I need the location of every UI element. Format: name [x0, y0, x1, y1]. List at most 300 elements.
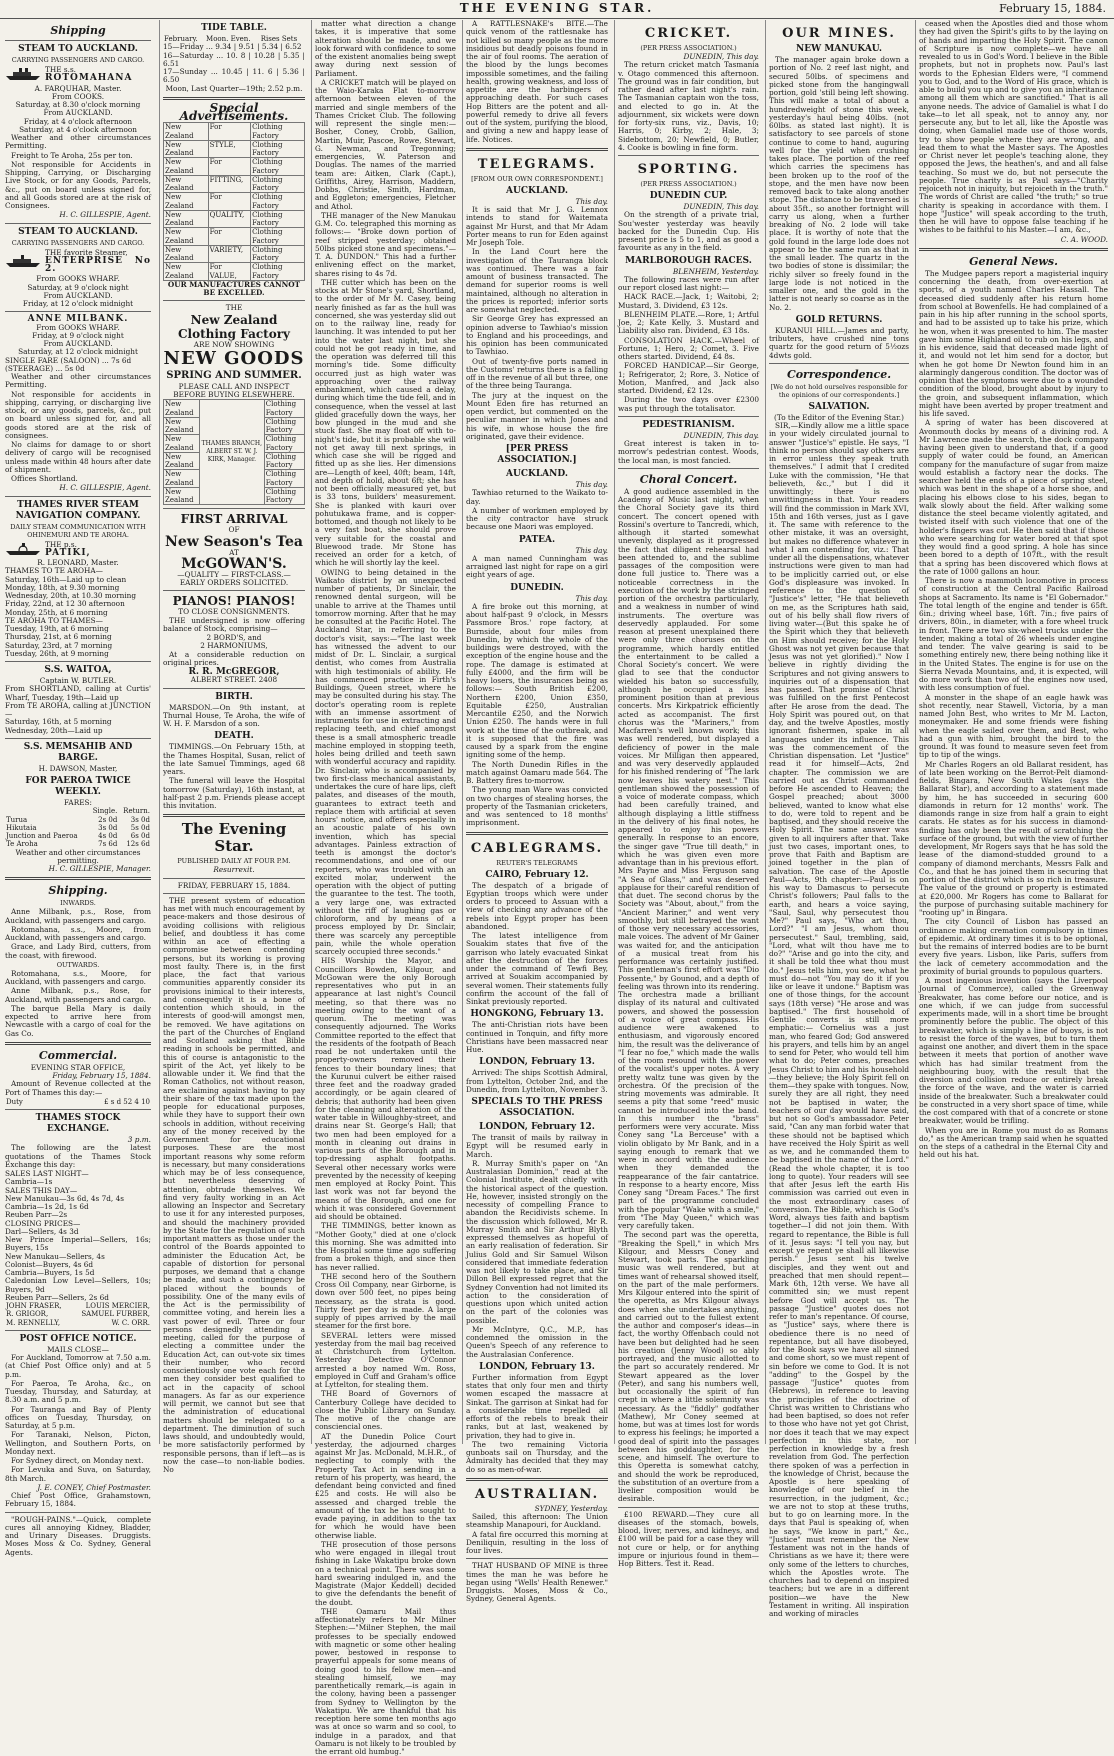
fares-row — [5, 832, 151, 840]
schedule-line: Monday, 25th, at 6 morning — [5, 607, 108, 617]
special-ads-heading: Special Advertisements. — [179, 100, 289, 123]
exchange-row: SALES THIS DAY— — [5, 1185, 78, 1195]
clothing-left: New Zealand — [164, 435, 200, 453]
ad5-lines — [5, 685, 151, 735]
schedule-line: Tuesday, 26th, at 9 morning — [5, 648, 109, 658]
pianos-text: THE undersigned is now offering balance of Stock, comprising— — [163, 615, 305, 633]
schedule-line: From SHORTLAND, calling at Curtis' Wharf, Tuesday, 19th—Laid up — [5, 684, 151, 702]
ad1-heading: STEAM TO AUCKLAND. — [18, 44, 138, 54]
broker-row — [5, 1302, 151, 1310]
schedule-line: Saturday, at 8.30 o'clock morning — [15, 100, 141, 109]
mail-line: For Paeroa, Te Aroha, &c., on Tuesday, Thursday, and Saturday, at 8.30 a.m. and 5 p.m. — [5, 1378, 151, 1405]
news-paragraph: THE prosecution of those persons who were engaged in illegal trout fishing in Lake Wakatipu broke down on a technical point. There was some hard swearing indulged in, and the Magistrate (Major Keddell) decided to give the defendants the benefit of the doubt. — [315, 1539, 456, 1607]
schedule-line: Saturday, 23rd, at 7 morning — [5, 640, 113, 650]
masthead-date: February 15, 1884. — [999, 2, 1106, 15]
clothing-right: Clothing Factory — [251, 193, 305, 211]
clothing-left: New Zealand — [164, 228, 209, 246]
pianos-addr — [163, 676, 305, 684]
general-news-body — [919, 270, 1108, 1160]
clothing-left: New Zealand — [164, 400, 200, 418]
column-4 — [462, 19, 611, 1604]
inwards-heading: INWARDS. — [60, 899, 96, 908]
ad1-ship-name: ROTOMAHANA — [45, 73, 133, 84]
exchange-row: Cambria—1s 2d, 1s 6d — [5, 1202, 89, 1211]
fare-line: (STEERAGE) ... 5s 0d — [5, 363, 85, 373]
broker-name: LOUIS MERCIER, — [85, 1302, 150, 1310]
fares-header-cell — [5, 807, 88, 815]
sporting-sub: (PER PRESS ASSOCIATION.) — [640, 180, 737, 188]
race-result: BLENHEIM PLATE.—Rore, 1; Artful Joe, 2; Kate Kelly, 3. Mustard and Liability also ran. Dividend, £3 18s. — [618, 309, 759, 336]
clothing-ad-1 — [163, 122, 305, 281]
ad1-notes — [5, 134, 151, 210]
tide-heading: TIDE TABLE. — [201, 23, 267, 33]
fares-cell: Te Aroha — [6, 840, 38, 849]
news-paragraph: The city Council of Lisbon has passed an ordinance making cremation compulsory in times of epidemic. At ordinary times it is to be optional, but the remains of interred bodies are to be burnt every five years. Lisbon, like Paris, suffers from the lack of cemetery accommodation and the proximity of burial grounds to populous quarters. — [919, 917, 1108, 976]
nzcf-title: New Zealand Clothing Factory — [177, 312, 291, 341]
ad1-sub: CARRYING PASSENGERS AND CARGO. — [11, 56, 145, 64]
mail-line: For Levuka and Suva, on Saturday, 8th March. — [5, 1465, 151, 1483]
column-2 — [159, 20, 308, 1474]
sporting-heading: SPORTING. — [637, 162, 740, 177]
dispatch-place: [PER PRESS ASSOCIATION.] — [497, 444, 577, 465]
schedule-line: Thursday, 21st, at 6 morning — [5, 632, 112, 642]
ad6-master: H. DAWSON, Master, — [38, 763, 118, 773]
letter-paragraph: ceased when the Apostles died and those whom they had given the Spirit's gifts to by the laying on of hands and imparting the Holy Spirit. The canon of Scripture is now complete—we have all revealed to us in God's Word. I believe in the Bible prophets, but not in prophets now. Paul's last words to the Ephesian Elders were, "I commend you to God, and to the Word of His grace, which is able to build you up and to give you an inheritance among all them which are sanctified." That is all anyone needs. The advice of Gamaliel is what I do take—to let all speak, not to annoy any, nor persecute any, but to let all, like the Apostle was doing, when Gamaliel made use of those words, try to show people where they are wrong, and lead them to what the Master says. The Apostles or Christ never let people's teaching alone, they opposed the Jews, the heathen's, and and all false teaching. So must we do, but not persecute the people. True charity is as Paul says—"Charity rejoiceth not in iniquity, but rejoiceth in the truth." The words of Christ are called "the truth;" so true charity is speaking in accordance with them. I hope "Justice" will speak according to the truth, then he will have to oppose false teaching if he wishes to be faithful to his Master.—I am, &c., — [919, 19, 1108, 235]
clothing-foot: OUR MANUFACTURES CANNOT BE EXCELLED. — [167, 279, 301, 297]
notice-line: Offices Shortland. — [11, 474, 78, 483]
ad5-ship-name: S.S. WAITOA, — [44, 665, 112, 675]
ad6-sub: FOR PAEROA TWICE WEEKLY. — [25, 776, 131, 797]
ad1-agent: H. C. GILLESPIE, Agent. — [59, 210, 151, 220]
shipping-item: Rotomahana, s.s., Moore, for Auckland, with passengers and cargo. — [5, 968, 151, 986]
tea-at: AT — [229, 547, 239, 557]
outwards-heading: OUTWARDS. — [56, 960, 100, 969]
dispatch-place: AUCKLAND. — [506, 469, 568, 479]
masthead-title: THE EVENING STAR. — [459, 1, 655, 15]
paper-motto: Resurrexit. — [213, 865, 255, 875]
clothing-right: Clothing Factory — [251, 228, 305, 246]
clothing-left: New Zealand — [164, 210, 209, 228]
schedule-line: From COOKS. — [51, 91, 105, 101]
shipping-heading: Shipping — [50, 24, 106, 37]
ad2-pre: THE favorite Steamer, — [45, 247, 128, 257]
clothing-right: Clothing Factory — [251, 263, 305, 281]
schedule-line: Tuesday, 19th, at 6 morning — [5, 624, 109, 633]
choral-body — [618, 488, 759, 1504]
paper-title: The Evening Star. — [181, 820, 287, 856]
telegrams-sub: [FROM OUR OWN CORRESPONDENT.] — [471, 174, 603, 183]
news-paragraph: When you are in Rome you must do as Romans do," as the American tramp said when he squatted on the steps of a cathedral in the Eternal City and held out his hat. — [919, 1125, 1108, 1160]
exchange-row: Colonist—Buyers, 4s 6d — [5, 1259, 94, 1269]
schedule-line: From GOOKS WHARF. — [36, 274, 120, 284]
ad4-sub: DAILY STEAM COMMUNICATION WITH OHINEMURI AND TE AROHA. — [10, 522, 146, 539]
clothing-left: New Zealand — [164, 487, 200, 505]
exchange-row: Cambria—Buyers, 1s 5d — [5, 1268, 95, 1277]
postoffice-sig2: Chief Post Office, Grahamstown, February 15, 1884. — [5, 1491, 151, 1509]
mines-heading: OUR MINES. — [782, 26, 896, 41]
race-result: FORCED HANDICAP.—Sir George, 1; Refrigerator, 2; Rore, 3. Notice of Motion, Manfred, and Jack also started. Dividend, £2 12s. — [618, 361, 759, 395]
clothing-left: New Zealand — [164, 140, 209, 158]
fares-header-row — [5, 807, 151, 815]
notice-line: Freight to Te Aroha, 25s per ton. — [11, 150, 133, 160]
dispatch-place: LONDON, February 12. — [479, 1122, 595, 1132]
gold-heading: GOLD RETURNS. — [795, 314, 883, 325]
race-result: CONSOLATION HACK.—Wheel of Fortune, 1; Hero, 2; Comet, 3. Five others started. Dividend, £4 8s. — [618, 335, 759, 361]
tide-row: 17—Sunday ... 10.45 | 11. 6 | 5.36 | 6.50 — [163, 67, 305, 85]
sporting-place: DUNEDIN, This day. — [683, 202, 759, 211]
correspondence-heading: Correspondence. — [786, 367, 892, 381]
dispatch-place: SPECIALS TO THE PRESS ASSOCIATION. — [471, 1097, 603, 1118]
clothing-right: Clothing Factory — [251, 140, 305, 158]
clothing-right: Clothing Factory — [251, 158, 305, 176]
dispatch-day: This day. — [575, 545, 608, 555]
postoffice-sub: MAILS CLOSE— — [47, 1344, 109, 1354]
dispatch-paragraph: The despatch of a brigade of Egyptian troops which were under orders to proceed to Assuan with a view of checking any advance of the rebels into Egypt proper has been abandoned. — [466, 880, 608, 931]
dispatch-paragraph: It is said that Mr J. G. Lennox intends to stand for Waitemata against Mr Hurst, and that Mr Adam Porter means to run for Eden against Mr Joseph Tole. — [466, 205, 608, 247]
broker-row — [5, 1310, 151, 1318]
australian-place: SYDNEY, Yesterday. — [534, 1503, 608, 1513]
clothing-right: Clothing Factory — [251, 245, 305, 263]
telegrams-heading: TELEGRAMS. — [477, 156, 597, 172]
fares-cell: 5s 0d — [130, 823, 150, 832]
dispatch-day: This day. — [575, 593, 608, 603]
letter-paragraph: SIR,—Kindly allow me a little space in your widely circulated journal to answer "Justice's" epistle. He says, "I think no person should say others are in error unless they speak truth themselves." I admit that I credited Luke with the commission, "He that believeth, &c.," but I did it unwittingly; there is no unwittingness in that. Your readers will find the commission in Mark XVI, 15th and 16th verses, just as I gave it. The same with reference to the other mistake, it was an oversight, but makes no difference whatever in what I am contending for, viz.: That under all the dispensations, whatever instructions were given to man had to be implicitly carried out, or else God's displeasure was invoked. In reference to the question of "Justice's" letter, "He that believeth on me, as the Scriptures hath said, out of his belly shall flow rivers of living water—(But this spake he of the Spirit which they that believeth on Him should receive; for the Holy Ghost was not yet given because that Jesus was not yet glorified)." Now I believe in rightly dividing the Scriptures and not giving answers to inquiries out of a dispensation that has passed. That promise of Christ was fulfilled on the first Pentecost after He arose from the dead. The Holy Spirit was poured out, on that day, and the twelve Apostles, mostly ignorant fishermen, spake in all languages under its influence. This was the commencement of the Christian dispensation. Let "Justice" read it for himself—Acts, 2nd chapter. The commission we are carried out as Christ commanded before He ascended to Heaven; the Gospel preached; about 3000 believed, wanted to know what else to do, were told to repent and be baptised, and they should receive the Holy Spirit. The same answer was given to all inquirers after that. Take just two cases, important ones, to prove that Faith and Baptism are joined together in the plan of salvation. The case of the Apostle Paul—Acts, 9th chapter:—Paul is on his way to Damascus to persecute Christ's followers; Paul falls to the earth, and hears a voice saying, "Saul, Saul, why persecutest thou Me?" Paul says, "Who art thou, Lord?" "I am Jesus, whom thou persecutest." Saul, trembling, said, "Lord, what wilt thou have me to do?" "Arise and go into the city, and it shall be told thee what thou must do." Jesus tells him, you see, what he must do—not "You may do it if you like or leave it undone." Baptism was one of those things, for the account says (18th verse) "He arose and was baptised." The first household of Gentile converts is still more emphatic:— Cornelius was a just man, who feared God; God answered his prayers, and tells him by an angel to send for Peter, who would tell him what to do; Peter comes, preaches Jesus Christ to him and his household—they believe; the Holy Spirit fell on them—they spake with tongues. Now, surely they are all right, they need not be baptised in water, the teachers of our day would have said, but not so God's ambassador. Peter said, "Can any man forbid water that these should not be baptised which have received the Holy Spirit as well as we, and he commanded them to be baptised in the name of the Lord." (Read the whole chapter, it is too long to quote). Your readers will see that after Jesus left the earth His commission was carried out even in the most extraordinary cases of conversion. The Bible, which is God's Word, always ties faith and baptism together—I did not join them. With regard to repentance, the Bible is full of it. Jesus says: "I tell you nay, but except ye repent ye shall all likewise perish." Jesus sent his twelve disciples, and they went out and preached that men should repent—Mark 6th, 12th verse. We have all committed sin; we must repent before God will accept us. The passage "Justice" quotes does not refer to man's repentance. Of course, as "Justice" says, where there is obedience there is no need of repentance, but all have disobeyed, for the Book says we have all sinned and come short, so we must repent of sin before we come to God. It is not "adding" to the Gospel by the passage "Justice" quotes from (Hebrews), in reference to leaving the principles of the doctrine of Christ was written to Christians who had been baptised, so does not refer to those who have not yet got Christ, nor does it teach that we may expect perfection in this state, nor perfection in knowledge by a fresh revelation from God. The perfection there spoken of was a perfection in the knowledge of Christ, because the Apostle is here speaking of knowledge of our belief in the resurrection, in the judgment, &c.; we are not to stop at these truths, but to go on learning more. In the days that Paul is speaking of, when he says, "We know in part," &c., "Justice" must remember the New Testament was not in the hands of Christians as we have it; there were only some of the letters to churches, which the Apostles wrote. The churches had to depend on inspired teachers; but we are in a different position—we have the New Testament in writing. All inspiration and working of miracles — [769, 421, 909, 1618]
nzcf-invite: PLEASE CALL AND INSPECT BEFORE BUYING ELSEWHERE. — [173, 381, 295, 399]
news-paragraph: Mr Charles Rogers an old Ballarat resident, has of late been working on the Berrot-Pelt diamond-fields, Bingara, New South Wales (says the Ballarat Star), and according to a statement made by him, he has succeeded in securing 600 diamonds in return for 12 months' work. The diamonds range in size from half a grain to eight carats. He states as for his success in diamond-finding has only been the result of scratching the surface of the ground, but with the view of further development, Mr Rogers says that he has sold the lease of the diamond-studded ground to a company of diamond merchants, Messrs Falk and Co., and that he has joined them in securing that portion of the district which is so rich in treasure. The value of the ground or property is estimated at £20,000. Mr Rogers has come to Ballarat for the purpose of purchasing suitable machinery for "rooting up" in Bingara. — [919, 759, 1108, 917]
clothing-row — [164, 263, 305, 281]
clothing-right: Clothing Factory — [264, 452, 304, 470]
paper-sub: PUBLISHED DAILY AT FOUR P.M. — [177, 857, 291, 866]
dispatch-paragraph: A fatal fire occurred this morning at Deniliquin, resulting in the loss of four lives. — [466, 1529, 608, 1555]
dispatch-paragraph: The latest intelligence from Souakim states that five of the garrison who lately evacuated Sinkat after the destruction of the forces under the command of Tewfi Bey, arrived at Souakim accompanied by several women. Their statements fully confirm the account of the fall of Sinkat previously reported. — [466, 931, 608, 1006]
ad3-fares — [5, 357, 151, 374]
clothing-left: New Zealand — [164, 245, 209, 263]
masthead — [0, 0, 1114, 19]
australian-heading: AUSTRALIAN. — [474, 1486, 600, 1502]
clothing-row — [164, 245, 305, 263]
nzcf-the: THE — [225, 303, 243, 313]
dispatch-day: This day. — [575, 480, 608, 489]
shipping-item: Grace, and Lady Bird, cutters, from the coast, with firewood. — [5, 942, 151, 960]
commercial-heading: Commercial. — [38, 1048, 118, 1062]
column-5 — [614, 20, 762, 1568]
dispatch-place: DUNEDIN. — [510, 582, 564, 593]
schedule-line: Friday, at 4 o'clock afternoon — [23, 116, 133, 126]
salvation-to: (To the Editor of the Evening Star.) — [774, 412, 904, 422]
exchange-row: Caledonian Low Level—Sellers, 10s; Buyers, 9d — [5, 1276, 151, 1294]
shipping-item: Anne Milbank, p.s., Rose, for Auckland, with passengers and cargo. — [5, 986, 151, 1004]
news-paragraph: matter what direction a change takes, it is imperative that some alteration should be made, and we look forward with confidence to some of the existent anomalies being swept away during next session of Parliament. — [315, 19, 456, 78]
ad2-heading: STEAM TO AUCKLAND. — [18, 226, 138, 237]
pianos-heading: PIANOS! PIANOS! — [172, 594, 296, 609]
rattlesnake-ad: A RATTLESNAKE's BITE.—The quick venom of the rattlesnake has not killed so many people as the more insidious but deadly poisons found in the air of foul rooms. The aeration of the blood by the lungs becomes impossible sometimes, and the failing health, growing weakness, and loss of appetite are the harbingers of approaching death. For such cases Hop Bitters are the potent and all-powerful remedy to drive all fevers out of the system, purifying the blood, and giving a new and happy lease of life. Notices. — [466, 19, 608, 144]
ad4-ship — [5, 541, 151, 558]
dispatch-place: CAIRO, February 12. — [485, 869, 589, 880]
exchange-row: New Manukau—3s 6d, 4s 7d, 4s — [5, 1193, 124, 1203]
ad2-sub: CARRYING PASSENGERS AND CARGO. — [11, 238, 145, 247]
clothing-left: New Zealand — [164, 193, 209, 211]
clothing-right: Clothing Factory — [264, 487, 304, 505]
ad3-ship-name: ANNE MILBANK. — [27, 314, 129, 325]
cablegrams-body — [466, 870, 608, 1474]
postoffice-lines — [5, 1354, 151, 1483]
exchange-row: CLOSING PRICES— — [5, 1218, 81, 1228]
schedule-line: From GOOKS WHARF. — [36, 322, 120, 332]
races-heading: MARLBOROUGH RACES. — [625, 255, 752, 266]
exchange-row: Reuben Parr—Sellers, 2s 6d — [5, 1292, 109, 1302]
clothing-left: New Zealand — [164, 263, 209, 281]
broker-name: W. C. ORR. — [111, 1318, 150, 1327]
correspondence-note: [We do not hold ourselves responsible for the opinions of our correspondents.] — [770, 382, 908, 399]
schedule-line: THAMES TO TE AROHA— — [5, 566, 103, 576]
news-paragraph: There is now a mammoth locomotive in process of construction at the Central Pacific Railroad shops at Sacramento. Its name is "El Gobernador." The total length of the engine and tender is 65ft. 6in.; driving wheel base, 16ft. 7in.; five pairs of drivers, 80in., in diameter, with a fore wheel truck in front. There are two six-wheel trucks under the tender, making a total of 26 wheels under engine and tender. The valve gearing is said to be something entirely new, there being nothing like it in the United States. The engine is for use on the Sierra Nevada Mountains, and, it is expected, will do more work than two of the engines now used, with less consumption of fuel. — [919, 576, 1108, 693]
exchange-heading: THAMES STOCK EXCHANGE. — [35, 1113, 121, 1134]
dispatch-paragraph: The North Dunedin Rifles in the match against Oamaru made 564. The B. Battery fires to-morrow. — [466, 759, 608, 785]
news-paragraph: THE cutter which has been on the stocks at Mr Stone's yard, Shortland, to the order of Mr M. Casey, being nearly finished as far as the hull was concerned, she was yesterday slid out on to the railway line, ready for launching. It was intended to put her into the water last night, but she could not be got ready in time, and the operation was deferred till this morning's tide. Some difficulty occurred just as high water was approaching over the railway embankment, which caused a delay, during which time the tide fell, and in consequence, when the vessel at last glided gracefully down the ways, her bow plunged in the mud and she stuck fast. She may float off with to-night's tide, but it is probable she will not get away till next springs, in which case she will be rigged and fitted up as she lies. Her dimensions are—Length of keel, 40ft; beam, 14ft, and depth of hold, about 6ft; she has not been officially measured yet, but is 33 tons, builders' measurement. She is planked with kauri over pohutukawa frame, and is copper-bottomed, and though not likely to be a very fast boat, she should prove very suitable for the coastal and Bluewood trade. Mr Stone has received an order for a ketch, of which he will shortly lay the keel. — [315, 277, 456, 568]
clothing-mid: For — [208, 228, 250, 246]
fares-cell: 7s 6d — [98, 840, 118, 849]
fares-row — [5, 824, 151, 832]
mail-line: For Auckland, Tomorrow at 7.50 a.m. (at Chief Post Office only) and at 5 p.m. — [5, 1353, 151, 1379]
broker-name: R. GRIGOR, — [6, 1310, 49, 1319]
clothing-left: New Zealand — [164, 417, 200, 435]
ad2-ship — [5, 249, 151, 274]
husband-ad: THAT HUSBAND OF MINE is three times the man he was before he began using "Wells' Health Renewer." Druggists. Moses, Moss & Co., Sydney, General Agents. — [466, 1561, 608, 1604]
schedule-line: Monday, 18th, at 9.30 morning — [5, 582, 120, 592]
fares-row — [5, 816, 151, 824]
ad3-notes — [5, 373, 151, 483]
notice-line: No claims for damage to or short delivery of cargo will be recognised unless made within 48 hours after date of shipment. — [5, 440, 151, 474]
cricket-place: DUNEDIN, This day. — [683, 52, 759, 61]
dispatch-paragraph: The two remaining Victoria gunboats sail on Thursday, and the Admiralty has decided that they may do so as men-of-war. — [466, 1439, 608, 1474]
broker-name: SAMUEL FURBER, — [81, 1310, 150, 1319]
exchange-row: Reuben Parr—2s — [5, 1210, 68, 1220]
cablegrams-sub: REUTER'S TELEGRAMS — [496, 858, 578, 867]
cricket-text: The return cricket match Tasmania v. Otago commenced this afternoon. The ground was in fair condition, but rather dead after last night's rain. The Tasmanian captain won the toss, and elected to go in. At the adjournment, six wickets were down for forty-six runs, viz., Davis, 10; Harris, 0; Kirby, 2; Hale, 3; Sidebottom, 20; Newfield, 0; Butler, 4. Cooke is bowling in fine form. — [618, 60, 759, 152]
clothing-row — [164, 123, 305, 141]
ad5-master: Captain W. BUTLER. — [39, 676, 117, 685]
column-3 — [311, 19, 459, 1756]
ad4-pre: THE p.s. — [45, 539, 77, 549]
column-7 — [915, 20, 1111, 1444]
fares-cell: 6s 0d — [130, 832, 150, 840]
clothing-row — [164, 210, 305, 228]
clothing-right: Clothing Factory — [264, 417, 304, 435]
pedestrianism-text: Great interest is taken in to-morrow's pedestrian contest. Woods, the local man, is most fancied. — [618, 439, 759, 465]
salvation-cont — [919, 20, 1108, 235]
death-text: TIMMINGS.—On February 15th, at the Thames Hospital, Susan, relict of the late Samuel Timmings, aged 68 years. — [163, 742, 305, 776]
notice-line: Not responsible for accidents in shipping, carrying, or discharging live stock, or any goods, parcels, &c., put on board unless signed for, and all goods stored are at the risk of consignees. — [5, 389, 151, 440]
ad1-master: A. FARQUHAR, Master. — [34, 83, 122, 93]
dispatch-place: LONDON, February 13. — [479, 1361, 595, 1372]
editorial — [163, 897, 305, 1475]
news-paragraph: THE second hero of the Southern Cross Oil Company, near Girborne, is down over 500 feet, no pipes being necessary, as the strata is good. Thirty feet per day is made. A large supply of pipes arrived by the mail steamer for the first bore. — [315, 1271, 456, 1331]
fares-cell: Hikutaia — [6, 823, 37, 832]
mail-line: For Sydney direct, on Monday next. — [11, 1456, 144, 1465]
clothing-right: Clothing Factory — [251, 210, 305, 228]
postoffice-heading: POST OFFICE NOTICE. — [19, 1333, 137, 1344]
fares-cell: 12s 6d — [126, 840, 150, 849]
schedule-line: Friday, at 9 o'clock night — [32, 330, 124, 340]
exchange-text: The following are the latest quotations of the Thames Stock Exchange this day: — [5, 1143, 151, 1169]
inwards-list — [5, 908, 151, 960]
news-paragraph: THE manager of the New Manukau G.M. Co. telegraphed this morning as follows:— "Broke down portion of reef stripped yesterday; obtained 50lbs picked stone and specimens."—T. A. DUNDON." This had a further enlivening effect on the market, shares rising to 4s 7d. — [315, 210, 456, 278]
tea-of: OF — [228, 525, 240, 535]
birth-heading: BIRTH. — [215, 691, 253, 702]
dispatch-paragraph: Arrived: The ships Scottish Admiral, from Lyttelton, October 2nd, and the Dunedin, from Lyttelton, November 3. — [466, 1068, 608, 1094]
clothing-right: Clothing Factory — [264, 470, 304, 488]
clothing-right: Clothing Factory — [251, 123, 305, 141]
fares-cell: 3s 0d — [98, 823, 118, 832]
duty-label: Duty — [6, 1097, 23, 1106]
nzcf-season: SPRING AND SUMMER. — [166, 369, 302, 381]
dispatch-paragraph: Further information from Egypt states that only four men and thirty women escaped the massacre at Sinkat. The garrison at Sinkat had for a considerable time repelled all efforts of the rebels to break their ranks, but at last, weakened by privation, they had to give in. — [466, 1372, 608, 1440]
fares-cell: 3s 0d — [130, 815, 150, 824]
concert-paragraph: The second part was the operetta, "Breaking the Spell," in which Mrs Kilgour, and Messrs Coney and Stewart, took parts. The sparkling music was well rendered, but at times want of rehearsal showed itself, on the part of the male performers. Mrs Kilgour entered into the spirit of the operetta, as Mrs Kilgour always does when she undertakes anything, and carried out to the fullest extent the author and composer's ideas—in fact, the worthy Offenbach could not have been but delighted had he seen his creation (Jenny Wood) so ably portrayed, and the music allotted to the part so accurately rendered. Mr Stewart appeared as the lover (Peter), and sang his numbers well, but occasionally the spirit of fun crept in where a little solemnity was necessary. As the "fiddly" godfather (Mathew), Mr Coney seemed at home, but was at times lost for words to express his feelings; he imported a good deal of spirit into the passages between his goddaughter, for the scene, and himself. The overture to this Operetta is somewhat catchy, and should the work be reproduced, the substitution of an overture from a livelier composition would be desirable. — [618, 1230, 759, 1504]
ad6-note: Weather and other circumstances permitting. — [15, 847, 141, 865]
schedule-line: From AUCKLAND. — [43, 339, 113, 348]
ad4-lines — [5, 567, 151, 658]
exchange-row: New Prince Imperial—Sellers, 16s; Buyers, 15s — [5, 1235, 151, 1253]
clothing-left: New Zealand — [164, 158, 209, 176]
ad6-heading: S.S. MEMSAHIB AND BARGE. — [23, 741, 133, 763]
tea-shop: McGOWAN'S. — [181, 555, 287, 572]
ad1-pre: THE s.s. — [45, 65, 77, 74]
schedule-line: Wednesday, 20th—Laid up — [5, 725, 103, 735]
races-place: BLENHEIM, Yesterday. — [672, 266, 759, 276]
shipping-news-heading: Shipping. — [48, 884, 108, 898]
steamship-icon — [5, 254, 41, 268]
pianos-ad-number: 2408 — [258, 675, 278, 685]
news-paragraph: A spring of water has been discovered at Avonmouth docks by means of a divining rod. A Mr Lawrence made the search, the dock company having been given to understand that, if a good supply of water could be found, an American company for the manufacture of sugar from maize would establish a factory near the docks. The searcher held the ends of a piece of spring steel, which was bent in the shape of a horse shoe, and placing his elbows close to his sides, began to walk slowly about the field. After walking some distance the steel became violently agitated, and twisted itself with such violence that one of the holder's fingers was cut. He then said that if those who were searching for water bored at that spot they would find a good spring. A hole has since been bored to a depth of 107ft., with the result that a spring has been discovered which flows at the rate of 1000 gallons an hour. — [919, 418, 1108, 576]
schedule-line: Friday, at 12 o'clock midnight — [22, 299, 134, 308]
dispatch-paragraph: Tawhiao returned to the Waikato to-day. — [466, 488, 608, 506]
dispatch-paragraph: A fire broke out this morning, at about half-past 9 o'clock, in Messrs Passmore Bros.' rope factory, at Burnside, about four miles from Dunedin, by which the whole of the buildings were destroyed, with the exception of the engine house and the rope. The damage is estimated at fully £4000, and the firm will be heavy losers, the insurances being as follows:— South British £200, Northern £200, Union £350, Equitable £250, Australian Mercantile £250, and the Norwich Union £250. The hands were in full work at the time of the outbreak, and it is supposed that the fire was caused by a spark from the engine igniting some of the hemp. — [466, 601, 608, 760]
news-paragraph: The Mudgee papers report a magisterial inquiry concerning the death, from over-exertion at sports, of a youth named Charles Hassall. The deceased died suddenly after his return home from school at Bowenfells. He had complained of a pain in his hip after running in the school sports, and had to be assisted up to take his prize, which he won, when it was presented to him. The master gave him some Highland oil to rub on his legs, and in his evidence, said that deceased made light of it, and would not let him send for a doctor, but when he got home Dr Newton found him in an alarmingly dangerous condition. The doctor was of opinion that the symptoms were due to a wounded condition of the blood, brought about by injury to the groin, and subsequent inflammation, which might have been averted by proper treatment and his life saved. — [919, 268, 1108, 418]
pianos-text2: At a considerable reduction on original prices. — [163, 649, 305, 667]
ad3-lines — [5, 324, 151, 357]
news-paragraph: OWING to being detained in the Waikato district by an unexpected number of patients, Dr Sinclair, the renowned dental surgeon, will be unable to arrive at the Thames until tomorrow morning. After that he may be consulted at the Pacific Hotel. The Auckland Star, in referring to the doctor's visit, says:—"The last week has witnessed the advent to our midst of Dr. L. Sinclair, a surgical dentist, who comes from Australia with high testimonials of ability. He has commenced practice in Firth's Buildings, Queen street, where he may be consulted during his stay. The doctor's operating room is replete with an immense assortment of instruments for use in extracting and replacing teeth, and chief amongst these is a small atmospheric treadle machine employed in stopping teeth, holes being drilled and teeth sawn with wonderful accuracy and rapidity. Dr. Sinclair, who is accompanied by two first-class mechanical assistants, undertakes the cure of hare lips, cleft palates, and diseases of the mouth, guarantees to extract teeth and replace them with artificial at seven hours' notice, and offers especially in an acoustic palate of his own invention, which has special advantages. Painless extraction of teeth is amongst the doctor's recommendations, and one of our reporters, who was troubled with an excited molar, underwent the operation with the object of putting the guarantee to the test. The tooth, a very large one, was extracted without the riff of laughing gas or chloroform, and by means of a process employed by Dr. Sinclair, there was scarcely any perceptible pain, while the whole operation scarcely occupied three seconds." — [315, 567, 456, 956]
commercial-date: Friday, February 15, 1884. — [52, 1071, 151, 1080]
clothing-mid: THAMES BRANCH, ALBERT ST. W. J. KIRK, Manager. — [199, 400, 264, 505]
clothing-row — [164, 193, 305, 211]
sporting-text: On the strength of a private trial, Sou'wester yesterday was heavily backed for the Dunedin Cup. His present price is 5 to 1, and as good a favourite as any in the field. — [618, 210, 759, 253]
tea-quality: —QUALITY — FIRST-CLASS.— — [177, 569, 291, 579]
clothing-left: New Zealand — [164, 470, 200, 488]
news-paragraph: A monster in the shape of an eagle hawk was shot recently, near Stawell, Victoria, by a man named John Best, who writes to Mr M. Lacton, moneymaker. He and some friends were fishing when the eagle sailed over them, and Best, who had a gun with him, brought the bird to the ground. It was found to measure seven feet from tip to tip of the wings. — [919, 692, 1108, 760]
mine-paragraph: The manager again broke down a portion of No. 2 reef last night, and secured 50lbs. of specimens and picked stone from the hangingwall portion, gold 'still being left showing. This will make a total of about a hundredweight of stone this week, yesterday's haul being 40lbs. (not 60lbs. as stated last night). It is satisfactory to see parcels of stone continue to come to hand, auguring well for the yield when crushing takes place. The portion of the reef which carries the specimens has been broken up to the roof of the stope, and the men have now been removed back to take along another stope. The distance to be traversed is about 35ft., so another fortnight will carry us along, when a further breaking of No. 2 lode will take place. It is worthy of note that the gold found in the large lode does not appear to be the same run as that in the small leader. The quartz in the two bodies of stone is dissimilar; the richly silver so freely found in the large lode is not noticed in the smaller one, and the gold in the latter is not nearly so coarse as in the No. 2. — [769, 55, 909, 312]
news-paragraph: HIS Worship the Mayor, and Councillors Bowden, Kilgour, and McGowan were the only Borough representatives who put in an appearance at last night's Council meeting, so that there was no meeting owing to the want of a quorum. The meeting was consequently adjourned. The Works Committee reported to the effect that the residents of the footpath of Beach road be not undertaken until the property-owners removed their fences to their boundary lines; that the Kurunui culvert be either raised three feet and the roadway graded accordingly, or be again cleared of debris; that authority had been given for the cleaning and alteration of the water table in Willoughby-street, and drains near St. George's Hall; that two men had been employed for a month in cleaning out drains in various parts of the Borough and in top-dressing asphalt footpaths. Several other necessary works were prevented by the necessity of keeping men employed at Rocky Point. This last work was not far beyond the means of the Borough, and one for which it was considered Government aid should be obtained. — [315, 956, 456, 1221]
schedule-line: Saturday, 16th, at 5 morning — [5, 717, 112, 727]
tide-row: 15—Friday ... 9.34 | 9.51 | 5.34 | 6.52 — [163, 42, 302, 52]
piano-item: 2 BORD'S, and — [206, 633, 262, 642]
duty-row — [5, 1098, 151, 1106]
notice-line: Weather and other circumstances Permitting. — [5, 372, 151, 390]
broker-name: M. RENNELLY, — [6, 1318, 61, 1327]
clothing-left: New Zealand — [164, 452, 200, 470]
tide-header-cell: Moon. Even. — [206, 35, 251, 43]
death-heading: DEATH. — [214, 731, 254, 742]
fare-line: SINGLE FARE (SALOON) ... 7s 6d — [5, 355, 132, 365]
clothing-left: New Zealand — [164, 123, 209, 141]
column-6 — [765, 20, 912, 1618]
clothing-right: Clothing Factory — [251, 175, 305, 193]
notice-line: Weather and other circumstances Permitting. — [5, 133, 151, 151]
exchange-row: Cambria—1s — [5, 1177, 53, 1187]
news-paragraph: THE Board of Governors of Canterbury College have decided to close the Public Library on Sunday. The motive of the change are consciencial ones. — [315, 1389, 456, 1432]
schedule-line: Wednesday, 20th, at 10.30 morning — [5, 591, 137, 600]
shipping-item: Anne Milbank, p.s., Rose, from Auckland, with passengers and cargo. — [5, 907, 151, 925]
ad4-heading: THAMES RIVER STEAM NAVIGATION COMPANY. — [15, 499, 141, 521]
ad4-master: R. LEONARD, Master. — [37, 558, 119, 567]
schedule-line: Saturday, at 12 o'clock midnight — [18, 347, 138, 357]
commercial-office: EVENING STAR OFFICE, — [30, 1062, 126, 1072]
birth-text: MARSDON.—On 9th instant, at Thurnal House, Te Aroha, the wife of W. H. F. Marsdon of a son. — [163, 702, 305, 728]
news-paragraph: THE Oamaru Mail thus affectionately refers to Mr Milner Stephen:—"Milner Stephen, the mail professes to be specially endowed with magnetic or some other healing power, bestowed in response to prayerful appeals for some means of doing good to his fellow men—and stealing himself, we may parenthetically remark,—is again in the colony, having been a passenger from Sydney to Wellington by the Wakatipu. We are thankful that his reception here some ten months ago was at once so warm and so cool, to indulge in a paradox, and that Oamaru is not likely to be troubled by the errant old humbug." — [315, 1606, 456, 1756]
clothing-mid: For — [208, 123, 250, 141]
nzcf-goods: NEW GOODS — [163, 347, 305, 369]
dispatch-day: This day. — [575, 196, 608, 206]
mail-line: For Tauranga and Bay of Plenty offices on Tuesday, Thursday, on Saturday, at 5 p.m. — [5, 1404, 151, 1430]
death-text2: The funeral will leave the Hospital tomorrow (Saturday), 16th instant, at half-past 2 p.m. Friends please accept this invitation. — [163, 776, 305, 810]
outwards-list — [5, 970, 151, 1004]
paddle-steamer-icon — [5, 542, 41, 556]
dispatch-place: LONDON, February 13. — [479, 1057, 595, 1068]
clothing-mid: For VALUE, — [208, 263, 250, 281]
concert-paragraph: A good audience assembled in the Academy of Music last night, when the Choral Society gave its third concert. The concert opened with Rossini's overture to Tancredi, which, although it started somewhat unevenly, displayed as it progressed the fact that diligent rehearsal had been attended to, and the sublime passages of the composition were done full justice to. There was a noticeable correctness in the execution of the work by the stringed portion of the orchestra particularly, and a weakness in number of wind instruments. The overture was deservedly applauded. For some reason at present unexplained there were only three choruses on the programme, which hardly entitled the entertainment to be called a Choral Society's concert. We were glad to see that the conductor wielded his baton so successfully, although he occupied a less prominent position than at previous concerts. Mrs Kirkpatrick efficiently acted as accompanist. The first chorus was the "Mariners," from Macfarren's well known work; this was well rendered, but displayed a deficiency of power in the male voices. Mr Milligan then appeared, and was very deservedly applauded for his finished rendering of "The lark now leaves his watery nest." This gentleman showed the possession of a voice of moderate compass, which had been carefully trained, and although displaying a little stiffness in the delivery of his final notes, he appeared to enjoy his powers generally. In response to an encore, the singer gave "True till death," in which he was given even more advantage than in his previous effort. Mrs Payne and Miss Ferguson sang "A Sea of Glass," and was deserved applause for their careful rendition of that duet. The second chorus by the Society was "About, about," from the "Ancient Mariner," and went very smoothly, but still betrayed the want of those very necessary accessories, male voices. The advent of Mr Gainer was waited for, and the anticipation of a musical treat from his performance was certainly justified. This gentleman's first effort was "Dio Possente," by Gounod, and a depth of feeling was thrown into its rendering. The orchestra made a brilliant display of its natural and cultivated powers, and showed the possession of a voice of great compass. His audience were awakened to enthusiasm, and vigorously encored him, the result was the deliverance of "I fear no foe," which made the walls of the room resound with the power of the vocalist's upper notes. A very pretty waltz tune was given by the orchestra. Of the precision of the string movements was admirable. It seems a pity that some "reed" music cannot be introduced into the band. In this number the "brass" performers were very accurate. Miss Coney sang "La Berceuse" with a violin obligato by Mr Bank, and in a saying enough to remark that we were in accord with the audience when they demanded the reappearance of the fair cantatrice. In response to a hearty encore, Miss Coney sang "Dream Faces." The first part of the programme concluded with the popular "Wake with a smile," from "The May Queen," which was very carefully taken. — [618, 486, 759, 1230]
ad1-lines — [5, 93, 151, 134]
clothing-row — [164, 228, 305, 246]
exchange-row: SALES LAST NIGHT— — [5, 1169, 89, 1178]
tide-header-cell: Rises Sets — [260, 35, 298, 43]
dispatch-paragraph: Sailed, this afternoon: The Union steamship Manapouri, for Auckland. — [466, 1512, 608, 1530]
clothing-mid: For — [208, 158, 250, 176]
race-result: HACK RACE.—Jack, 1; Waitobi, 2; Mustard, 3. Dividend, £3 12s. — [618, 292, 759, 310]
dispatch-place: AUCKLAND. — [506, 185, 568, 196]
dispatch-paragraph: The jury at the inquest on the Mount Eden fire has returned an open verdict, but commented on the peculiar manner in which Jones and his wife, in whose house the fire originated, gave their evidence. — [466, 390, 608, 441]
steamship-icon — [5, 67, 41, 81]
clothing-mid: For — [208, 193, 250, 211]
column-1 — [2, 20, 154, 1557]
clothing-mid: QUALITY, — [208, 210, 250, 228]
clothing-mid: VARIETY, — [208, 245, 250, 263]
commercial-text: Amount of Revenue collected at the Port of Thames this day:— — [5, 1079, 151, 1097]
gold-text: KURANUI HILL.—James and party, tributers, have crushed nine tons quartz for the good return of 5½ozs 4dwts gold. — [769, 325, 909, 360]
schedule-line: Saturday, at 4 o'clock afternoon — [19, 124, 137, 134]
cricket-sub: (PER PRESS ASSOCIATION.) — [640, 44, 737, 52]
shipping-item: Rotomahana, s.s., Moore, from Auckland, with passengers and cargo. — [5, 924, 151, 942]
ad6-agent: H. C. GILLESPIE, Manager. — [48, 864, 151, 873]
tide-header-cell: February. — [164, 35, 198, 43]
dispatch-paragraph: A number of workmen employed by the city contractor have struck because one Maori was employed. — [466, 505, 608, 532]
pianos-items — [163, 634, 305, 651]
nzcf-showing: ARE NOW SHOWING — [193, 339, 275, 349]
clothing-row — [164, 140, 305, 158]
paper-date: FRIDAY, FEBRUARY 15, 1884. — [177, 880, 291, 890]
exchange-time: 3 p.m. — [127, 1135, 151, 1144]
dispatch-paragraph: Sir George Grey has expressed an opinion adverse to Tawhiao's mission to England and his proceedings, and his opinion has been communicated to Tawhiao. — [466, 314, 608, 357]
fares-cell: Turua — [6, 815, 28, 824]
exchange-rows — [5, 1170, 151, 1302]
postoffice-sig: J. E. CONEY, Chief Postmaster. — [37, 1482, 151, 1492]
ad2-lines — [5, 275, 151, 308]
fares-header-cell: Single. — [92, 807, 118, 816]
broker-row — [5, 1319, 151, 1327]
general-news-heading: General News. — [969, 254, 1058, 268]
news-paragraph: AT the Dunedin Police Court yesterday, the adjourned charges against Mr Jas. McDonald, M.H.R., of neglecting to comply with the Property Tax Act in sending in a return of his property, was heard, the defendant being convicted and fined £25 and costs. He will also be assessed and charged treble the amount of the tax he has sought to evade paying, in addition to the tax for which he would have been otherwise liable. — [315, 1431, 456, 1540]
tea-title: New Season's Tea — [165, 533, 303, 550]
ad3-agent: H. C. GILLESPIE, Agent. — [59, 483, 151, 493]
